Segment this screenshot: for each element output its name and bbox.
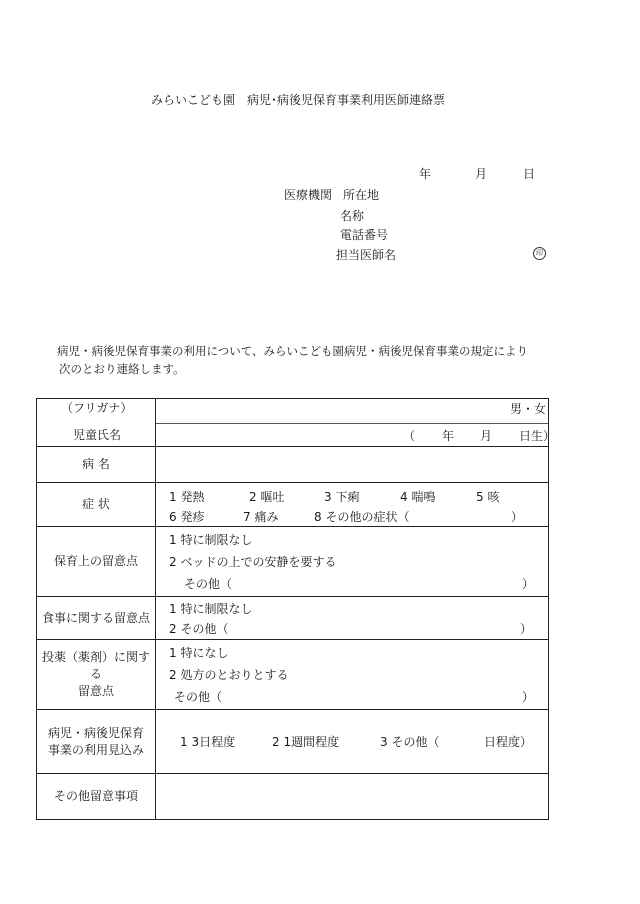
disease-field[interactable]	[156, 447, 549, 483]
medication-option-1[interactable]: 1 特になし	[169, 646, 229, 660]
symptom-rash[interactable]: 6 発疹	[169, 510, 205, 524]
symptom-other-close: ）	[511, 510, 524, 524]
contact-form-table	[36, 398, 556, 820]
childcare-other-close: ）	[522, 577, 535, 591]
disease-label: 病 名	[37, 447, 156, 483]
clinic-doctor-label: 担当医師名	[336, 248, 397, 262]
furigana-divider	[156, 423, 548, 424]
symptom-vomiting[interactable]: 2 嘔吐	[249, 490, 285, 504]
clinic-header: 医療機関	[284, 188, 333, 202]
meal-field	[156, 597, 549, 640]
outlook-option-2[interactable]: 2 1週間程度	[272, 735, 340, 749]
gender-field[interactable]: 男・女	[509, 402, 546, 416]
symptom-pain[interactable]: 7 痛み	[243, 510, 279, 524]
outlook-label-line-2: 事業の利用見込み	[47, 742, 144, 757]
outlook-field	[156, 710, 549, 774]
child-name-label-cell	[37, 399, 156, 447]
date-month-label: 月	[475, 167, 488, 181]
meal-option-1[interactable]: 1 特に制限なし	[169, 602, 253, 616]
intro-line-2: 次のとおり連絡します。	[59, 362, 185, 376]
childcare-other[interactable]: その他（	[184, 577, 233, 591]
outlook-label-line-1: 病児・病後児保育	[47, 725, 144, 740]
child-name-field[interactable]	[156, 399, 556, 447]
clinic-name-label: 名称	[340, 209, 365, 223]
page-title: みらいこども園 病児･病後児保育事業利用医師連絡票	[151, 93, 446, 107]
outlook-option-3-end: 日程度）	[484, 735, 533, 749]
child-name-label: 児童氏名	[73, 428, 122, 442]
childcare-option-2[interactable]: 2 ベッドの上での安静を要する	[169, 555, 337, 569]
symptom-cough[interactable]: 5 咳	[476, 490, 500, 504]
row-symptoms	[37, 483, 549, 527]
row-outlook	[37, 710, 549, 774]
medication-other[interactable]: その他（	[174, 690, 223, 704]
furigana-label: （フリガナ）	[61, 401, 133, 415]
birth-day-label: 日生）	[519, 429, 556, 443]
medication-field	[156, 640, 549, 710]
row-medication	[37, 640, 549, 710]
meal-other-close: ）	[520, 622, 533, 636]
childcare-field	[156, 527, 549, 597]
symptom-diarrhea[interactable]: 3 下痢	[324, 490, 360, 504]
outlook-option-3[interactable]: 3 その他（	[380, 735, 440, 749]
birth-open: （	[403, 429, 416, 443]
intro-line-1: 病児・病後児保育事業の利用について、みらいこども園病児・病後児保育事業の規定により	[57, 344, 529, 358]
symptom-other[interactable]: 8 その他の症状（	[314, 510, 410, 524]
row-child-name	[37, 399, 549, 447]
medication-label-line-1: 投薬（薬剤）に関する	[41, 650, 150, 681]
clinic-phone-label: 電話番号	[340, 228, 389, 242]
outlook-option-1[interactable]: 1 3日程度	[180, 735, 236, 749]
symptom-wheezing[interactable]: 4 喘鳴	[400, 490, 436, 504]
symptoms-label: 症 状	[37, 483, 156, 527]
row-meal	[37, 597, 549, 640]
date-day-label: 日	[523, 167, 536, 181]
row-notes	[37, 774, 549, 820]
childcare-option-1[interactable]: 1 特に制限なし	[169, 533, 253, 547]
notes-label: その他留意事項	[37, 774, 156, 820]
outlook-label-cell	[37, 710, 156, 774]
birth-year-label: 年	[442, 429, 455, 443]
row-disease	[37, 447, 549, 483]
row-childcare	[37, 527, 549, 597]
clinic-address-label: 所在地	[343, 188, 380, 202]
medication-option-2[interactable]: 2 処方のとおりとする	[169, 668, 289, 682]
medication-other-close: ）	[522, 690, 535, 704]
seal-mark: 印	[533, 247, 546, 260]
symptoms-field	[156, 483, 549, 527]
symptom-fever[interactable]: 1 発熱	[169, 490, 205, 504]
notes-field[interactable]	[156, 774, 549, 820]
meal-label: 食事に関する留意点	[37, 597, 156, 640]
childcare-label: 保育上の留意点	[37, 527, 156, 597]
date-year-label: 年	[419, 167, 432, 181]
meal-option-2[interactable]: 2 その他（	[169, 622, 229, 636]
medication-label-line-2: 留意点	[77, 684, 114, 698]
birth-month-label: 月	[480, 429, 493, 443]
medication-label-cell	[37, 640, 156, 710]
